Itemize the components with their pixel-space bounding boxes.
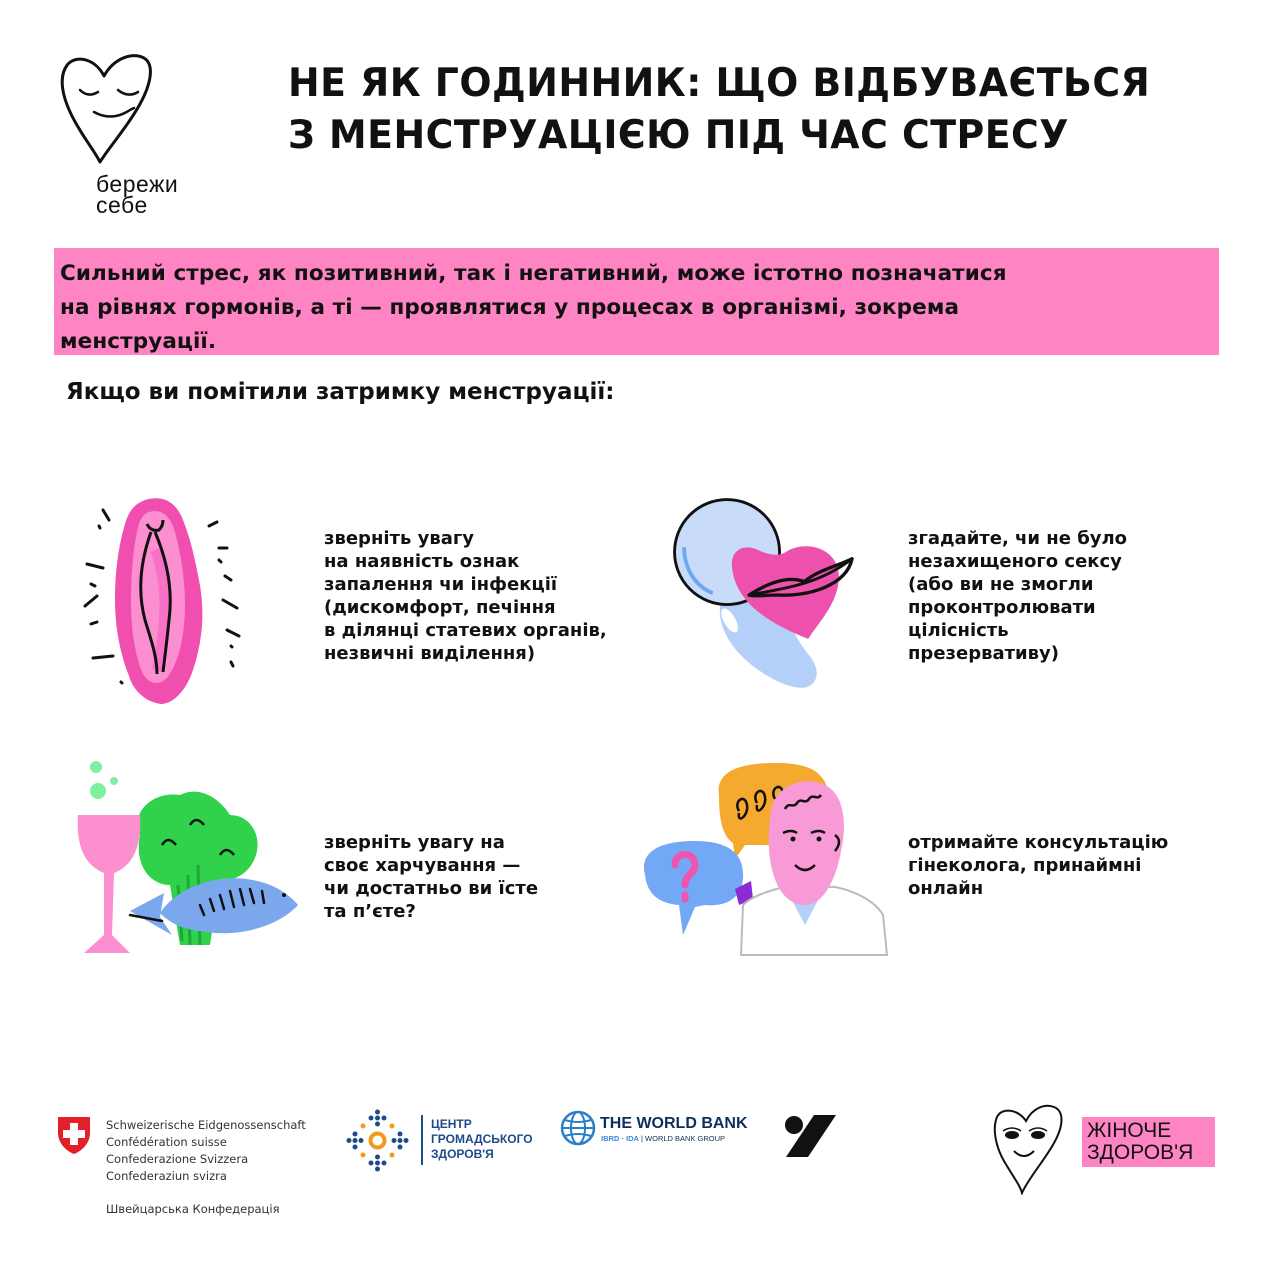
heart-face-icon xyxy=(992,1103,1064,1195)
smiling-heart-logo-icon xyxy=(58,50,158,170)
section-heading: Якщо ви помітили затримку менструації: xyxy=(66,379,615,405)
intro-line-1: Сильний стрес, як позитивний, так і негативний, може істотно позначатися xyxy=(60,261,1007,286)
logo-divider xyxy=(421,1115,423,1165)
item-line: проконтролювати xyxy=(908,597,1096,618)
world-bank-globe-icon xyxy=(560,1110,596,1146)
item-line: та п’єте? xyxy=(324,901,416,922)
public-health-center-icon xyxy=(345,1108,410,1173)
intro-box xyxy=(54,248,1219,355)
list-item-text xyxy=(324,831,538,923)
item-line: (дискомфорт, печіння xyxy=(324,597,556,618)
swiss-confederation-ua: Швейцарська Конфедерація xyxy=(106,1202,280,1216)
item-line: (або ви не змогли xyxy=(908,574,1094,595)
swiss-line: Confédération suisse xyxy=(106,1135,227,1149)
item-line: зверніть увагу на xyxy=(324,832,505,853)
title-line-1: НЕ ЯК ГОДИННИК: ЩО ВІДБУВАЄТЬСЯ xyxy=(288,61,1151,106)
intro-line-2: на рівнях гормонів, а ті — проявлятися у процесах в організмі, зокрема xyxy=(60,295,960,320)
world-bank-ibrd: IBRD · IDA xyxy=(601,1134,639,1143)
title-line-2: З МЕНСТРУАЦІЄЮ ПІД ЧАС СТРЕСУ xyxy=(288,113,1069,158)
item-line: отримайте консультацію xyxy=(908,832,1169,853)
food-wine-fish-illustration-icon xyxy=(70,755,305,965)
logo-line-1: бережи xyxy=(96,171,179,197)
world-bank-group: | WORLD BANK GROUP xyxy=(641,1134,726,1143)
logo-wordmark xyxy=(96,171,179,218)
page-title xyxy=(288,58,1150,162)
item-line: незвичні виділення) xyxy=(324,643,536,664)
item-line: онлайн xyxy=(908,878,984,899)
item-line: цілісність xyxy=(908,620,1009,641)
item-line: презервативу) xyxy=(908,643,1060,664)
swiss-line: Confederaziun svizra xyxy=(106,1169,227,1183)
item-line: запалення чи інфекції xyxy=(324,574,558,595)
vulva-illustration-icon xyxy=(75,490,255,710)
logo-line-2: себе xyxy=(96,192,148,218)
list-item-text xyxy=(324,527,607,665)
cgz-line: ЗДОРОВ'Я xyxy=(431,1147,494,1161)
swiss-line: Confederazione Svizzera xyxy=(106,1152,249,1166)
womens-health-line: ЖІНОЧЕ xyxy=(1087,1119,1172,1142)
item-line: зверніть увагу xyxy=(324,528,475,549)
cgz-line: ГРОМАДСЬКОГО xyxy=(431,1132,533,1146)
intro-line-3: менструації. xyxy=(60,329,217,354)
womens-health-badge xyxy=(1082,1117,1215,1167)
item-line: своє харчування — xyxy=(324,855,521,876)
condom-heart-lips-illustration-icon xyxy=(665,490,875,700)
item-line: на наявність ознак xyxy=(324,551,520,572)
item-line: згадайте, чи не було xyxy=(908,528,1128,549)
swiss-shield-icon xyxy=(56,1115,92,1155)
dot-slash-logo-icon xyxy=(784,1113,838,1159)
item-line: в ділянці статевих органів, xyxy=(324,620,607,641)
world-bank-title: THE WORLD BANK xyxy=(600,1115,748,1132)
womens-health-line: ЗДОРОВ'Я xyxy=(1087,1141,1194,1164)
item-line: гінеколога, принаймні xyxy=(908,855,1142,876)
swiss-confederation-text xyxy=(106,1117,306,1185)
swiss-line: Schweizerische Eidgenossenschaft xyxy=(106,1118,306,1132)
world-bank-subtitle xyxy=(601,1134,725,1143)
list-item-text xyxy=(908,831,1168,900)
item-line: чи достатньо ви їсте xyxy=(324,878,539,899)
cgz-line: ЦЕНТР xyxy=(431,1117,472,1131)
doctor-consultation-illustration-icon xyxy=(635,755,900,965)
public-health-center-text xyxy=(431,1117,533,1162)
list-item-text xyxy=(908,527,1127,665)
item-line: незахищеного сексу xyxy=(908,551,1122,572)
